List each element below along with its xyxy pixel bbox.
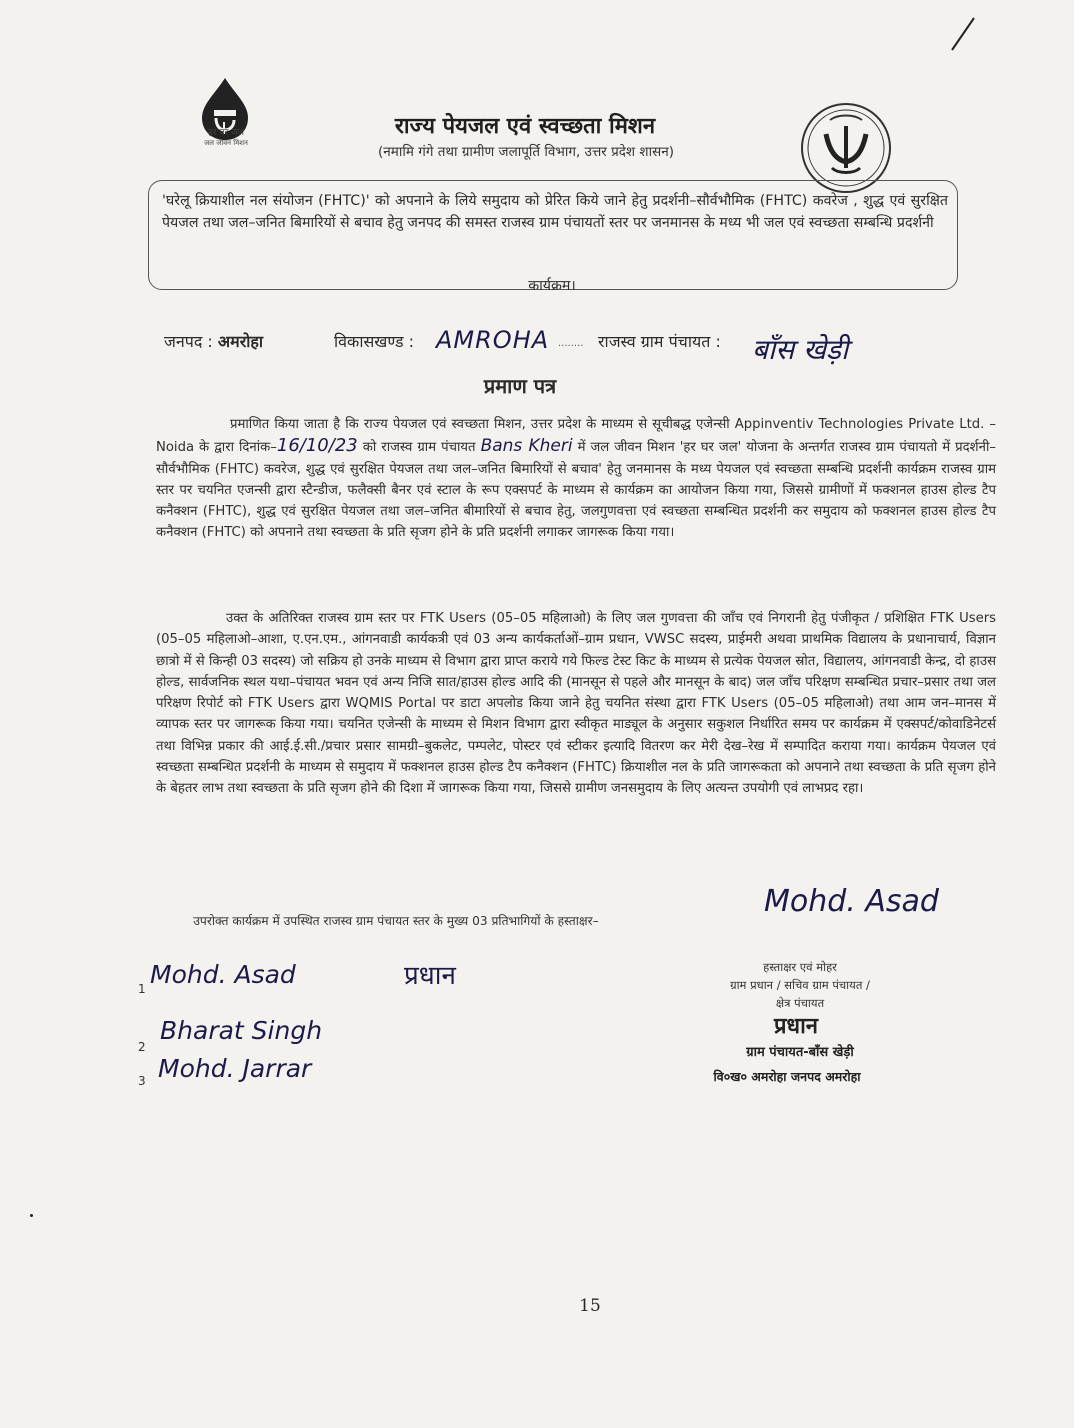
pen-stroke-mark — [948, 14, 978, 54]
stamp-pradhan: प्रधान — [774, 1014, 818, 1039]
page-number: 15 — [579, 1296, 601, 1316]
attendee-number-3: 3 — [138, 1074, 146, 1088]
stamp-block-district: वि०ख० अमरोहा जनपद अमरोहा — [713, 1069, 861, 1084]
district-value: अमरोहा — [217, 332, 264, 351]
block-value-handwritten: AMROHA — [436, 326, 550, 354]
para1-between: को राजस्व ग्राम पंचायत — [357, 440, 481, 456]
para1-before-date: प्रमाणित किया जाता है कि राज्य पेयजल एवं स्वच्छता मिशन, उत्तर प्रदेश के माध्यम से सूचीबद्ध एजेन्सी Appinventiv Technologies Private Ltd. – Noida के द्वारा दिनांक– — [156, 417, 996, 456]
certificate-paragraph-1 — [156, 414, 996, 544]
program-topic-text: 'घरेलू क्रियाशील नल संयोजन (FHTC)' को अपनाने के लिये समुदाय को प्रेरित किये जाने हेतु प्रदर्शनी–सौर्वभौमिक (FHTC) कवरेज , शुद्ध एवं सुरक्षित पेयजल तथा जल–जनित बिमारियों से बचाव हेतु जनपद की समस्त राजस्व ग्राम पंचायतों स्तर पर जनमानस के मध्य भी जल एवं स्वच्छता सम्बन्धि प्रदर्शनी — [162, 193, 948, 231]
certificate-paragraph-2: उक्त के अतिरिक्त राजस्व ग्राम स्तर पर FTK Users (05–05 महिलाओ) के लिए जल गुणवत्ता की जाँच एवं निगरानी हेतु पंजीकृत / प्रशिक्षित FTK Users (05–05 महिलाओ–आशा, ए.एन.एम., आंगनवाडी कार्यकत्री एवं 03 अन्य कार्यकर्ताओं–ग्राम प्रधान, VWSC सदस्य, प्राईमरी अथवा प्राथमिक विद्यालय के प्रधानाचार्य, विज्ञान छात्रो में से किन्ही 03 सदस्य) जो सक्रिय हो उनके माध्यम से विभाग द्वारा प्राप्त कराये गये फिल्ड टेस्ट किट के माध्यम से प्रत्येक पेयजल स्रोत, विद्यालय, आंगनवाडी केन्द्र, दो हाउस होल्ड, सार्वजनिक स्थल यथा–पंचायत भवन एवं अन्य निजि सात/हाउस होल्ड आदि की (मानसून से पहले और मानसून के बाद) जल जाँच परिक्षण सम्बन्धित प्रचार–प्रसार तथा जल परिक्षण रिपोर्ट को FTK Users द्वारा WQMIS Portal पर डाटा अपलोड किया जाने हेतु चयनित संस्था द्वारा FTK Users (05–05 महिलाओ) तथा आम जन–मानस में व्यापक स्तर पर जागरूक किया गया। चयनित एजेन्सी के माध्यम से मिशन विभाग द्वारा स्वीकृत माड्यूल के अनुसार सकुशल निर्धारित समय पर कार्यक्रम में एक्सपर्ट/कोवाडिनेटर्स तथा विभिन्न प्रकार की आई.ई.सी./प्रचार प्रसार सामग्री–बुकलेट, पम्पलेट, पोस्टर एवं स्टीकर इत्यादि वितरण कर मेरी देख–रेख में सम्पादित कराया गया। कार्यक्रम पेयजल एवं स्वच्छता सम्बन्धित प्रदर्शनी के माध्यम से समुदाय में फक्शनल हाउस होल्ड टैप कनैक्शन (FHTC) क्रियाशील नल के प्रति जागरूकता को अपनाने तथा स्वच्छता के प्रति सृजग होने के बेहतर लाभ तथा स्वच्छता के प्रति सृजग होने की दिशा में जागरूक किया गया, जिससे ग्रामीण जनसमुदाय के लिए अत्यन्त उपयोगी एवं लाभप्रद रहा। — [156, 611, 996, 797]
gram-panchayat-label: राजस्व ग्राम पंचायत : — [598, 332, 721, 351]
stamp-gram-panchayat: ग्राम पंचायत-बाँस खेड़ी — [746, 1045, 854, 1060]
block-label: विकासखण्ड : — [334, 332, 415, 351]
specks — [30, 1214, 33, 1217]
attendee-signature-1: Mohd. Asad — [150, 960, 296, 989]
mission-subtitle: (नमामि गंगे तथा ग्रामीण जलापूर्ति विभाग, उत्तर प्रदेश शासन) — [378, 144, 674, 160]
district-label: जनपद : — [164, 332, 213, 351]
signature-caption-line2: ग्राम प्रधान / सचिव ग्राम पंचायत / — [730, 978, 870, 992]
logo-text-line2: जल जीवन मिशन — [204, 139, 248, 147]
mission-title: राज्य पेयजल एवं स्वच्छता मिशन — [394, 114, 656, 139]
water-drop-icon — [180, 74, 270, 170]
program-topic-last-line: कार्यक्रम। — [528, 278, 576, 294]
attendee-1-designation: प्रधान — [404, 961, 456, 991]
signature-caption — [700, 958, 900, 994]
jal-jeevan-mission-logo — [180, 74, 270, 170]
logo-text-line1: हर घर जल — [208, 128, 244, 138]
village-name-handwritten: Bans Kheri — [480, 436, 573, 457]
gram-panchayat-value-handwritten: बाँस खेड़ी — [752, 333, 849, 366]
certificate-title: प्रमाण पत्र — [483, 374, 557, 398]
program-date-handwritten: 16/10/23 — [276, 435, 358, 457]
attendee-number-1: 1 — [138, 982, 146, 996]
attendee-signature-3: Mohd. Jarrar — [158, 1054, 312, 1083]
attendees-intro: उपरोक्त कार्यक्रम में उपस्थित राजस्व ग्राम पंचायत स्तर के मुख्य 03 प्रतिभागियों के हस्ताक्षर– — [193, 914, 599, 928]
district-row — [164, 330, 263, 352]
block-dots: ........ — [558, 338, 584, 349]
pradhan-signature: Mohd. Asad — [764, 884, 939, 919]
signature-caption-line1: हस्ताक्षर एवं मोहर — [763, 960, 837, 974]
attendee-signature-2: Bharat Singh — [160, 1016, 323, 1045]
para1-after: में जल जीवन मिशन 'हर घर जल' योजना के अन्तर्गत राजस्व ग्राम पंचायतो में प्रदर्शनी–सौर्वभौमिक (FHTC) कवरेज, शुद्ध एवं सुरक्षित पेयजल तथा जल–जनित बिमारियों से बचाव' हेतु जनमानस के मध्य पेयजल एवं स्वच्छता सम्बन्धि प्रदर्शनी कार्यक्रम राजस्व ग्राम स्तर पर चयनित एजन्सी द्वारा स्टैन्डीज, फलैक्सी बैनर एवं स्टाल के रूप एक्सपर्ट के माध्यम से कार्यक्रम का आयोजन किया गया, जिससे ग्रामीणों में फक्शनल हाउस होल्ड टैप कनैक्शन (FHTC), शुद्ध एवं सुरक्षित पेयजल तथा जल–जनित बीमारियों से बचाव हेतु, जलगुणवत्ता एवं स्वच्छता सम्बन्धित प्रदर्शनी कर समुदाय को फक्शनल हाउस होल्ड टैप कनैक्शन (FHTC) को अपनाने तथा स्वच्छता के प्रति सृजग होने के प्रति प्रदर्शनी लगाकर जागरूक किया गया। — [156, 440, 996, 541]
signature-caption-line3: क्षेत्र पंचायत — [775, 996, 825, 1010]
attendee-number-2: 2 — [138, 1040, 146, 1054]
